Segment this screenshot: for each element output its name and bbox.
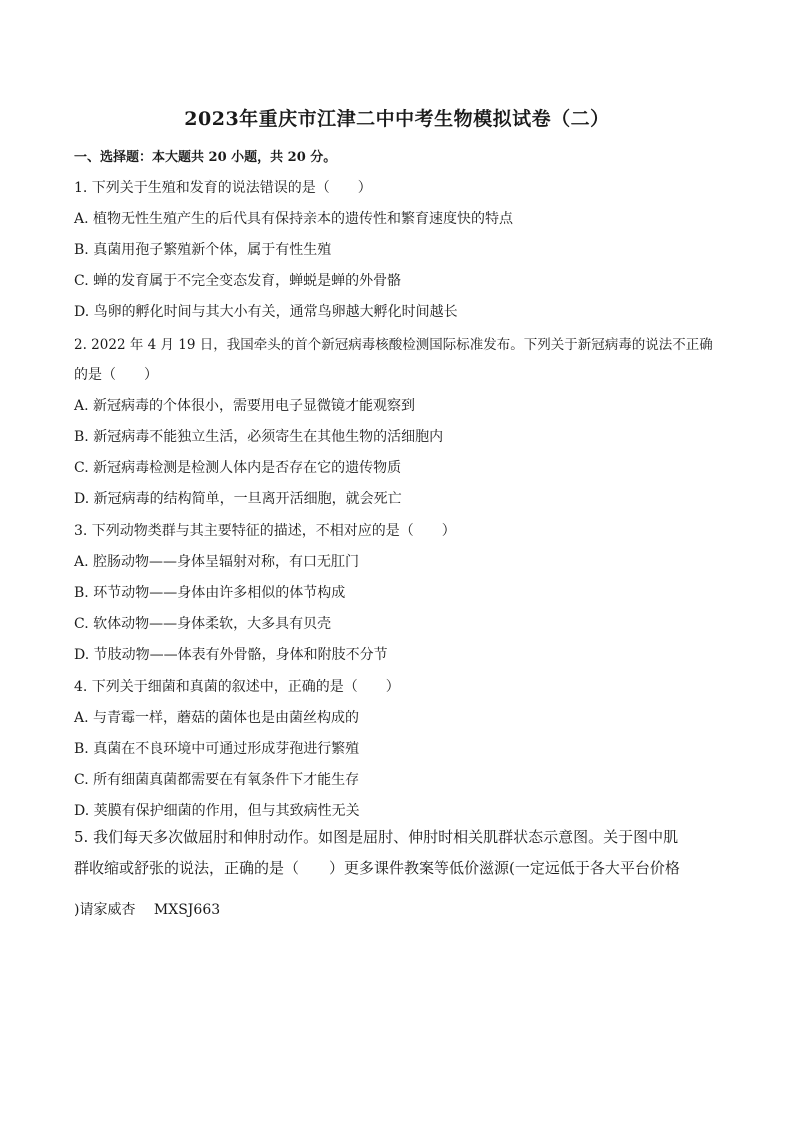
question-1-option-c: C. 蝉的发育属于不完全变态发育，蝉蜕是蝉的外骨骼 bbox=[74, 273, 402, 289]
question-4-option-d: D. 荚膜有保护细菌的作用，但与其致病性无关 bbox=[74, 803, 360, 819]
question-2-option-b: B. 新冠病毒不能独立生活，必须寄生在其他生物的活细胞内 bbox=[74, 429, 444, 445]
watermark-contact-line: )请家威杏 MXSJ663 bbox=[74, 902, 221, 918]
question-2-option-d: D. 新冠病毒的结构简单，一旦离开活细胞，就会死亡 bbox=[74, 491, 402, 507]
question-1-option-d: D. 鸟卵的孵化时间与其大小有关，通常鸟卵越大孵化时间越长 bbox=[74, 304, 458, 320]
question-2-stem-cont: 的是（ ） bbox=[74, 367, 158, 383]
question-2-option-a: A. 新冠病毒的个体很小，需要用电子显微镜才能观察到 bbox=[74, 398, 416, 414]
page-title: 2023年重庆市江津二中中考生物模拟试卷（二） bbox=[184, 108, 610, 130]
question-3-option-c: C. 软体动物——身体柔软，大多具有贝壳 bbox=[74, 616, 332, 632]
question-4-option-c: C. 所有细菌真菌都需要在有氧条件下才能生存 bbox=[74, 772, 360, 788]
question-4-option-b: B. 真菌在不良环境中可通过形成芽孢进行繁殖 bbox=[74, 741, 360, 757]
question-1-stem: 1. 下列关于生殖和发育的说法错误的是（ ） bbox=[74, 180, 372, 196]
question-3-option-a: A. 腔肠动物——身体呈辐射对称，有口无肛门 bbox=[74, 554, 360, 570]
section-heading: 一、选择题：本大题共 20 小题，共 20 分。 bbox=[74, 150, 337, 165]
question-2-stem: 2. 2022 年 4 月 19 日，我国牵头的首个新冠病毒核酸检测国际标准发布。下列关于新冠病毒的说法不正确 bbox=[74, 337, 713, 353]
question-2-option-c: C. 新冠病毒检测是检测人体内是否存在它的遗传物质 bbox=[74, 460, 402, 476]
question-1-option-b: B. 真菌用孢子繁殖新个体，属于有性生殖 bbox=[74, 242, 332, 258]
question-4-option-a: A. 与青霉一样，蘑菇的菌体也是由菌丝构成的 bbox=[74, 710, 360, 726]
question-3-option-b: B. 环节动物——身体由许多相似的体节构成 bbox=[74, 585, 346, 601]
question-5-stem-cont: 群收缩或舒张的说法，正确的是（ ）更多课件教案等低价滋源(一定远低于各大平台价格 bbox=[74, 859, 680, 877]
question-3-option-d: D. 节肢动物——体表有外骨骼，身体和附肢不分节 bbox=[74, 647, 388, 663]
question-4-stem: 4. 下列关于细菌和真菌的叙述中，正确的是（ ） bbox=[74, 679, 400, 695]
question-5-stem: 5. 我们每天多次做屈肘和伸肘动作。如图是屈肘、伸肘时相关肌群状态示意图。关于图中肌 bbox=[74, 828, 679, 846]
question-1-option-a: A. 植物无性生殖产生的后代具有保持亲本的遗传性和繁育速度快的特点 bbox=[74, 211, 514, 227]
question-3-stem: 3. 下列动物类群与其主要特征的描述，不相对应的是（ ） bbox=[74, 523, 456, 539]
